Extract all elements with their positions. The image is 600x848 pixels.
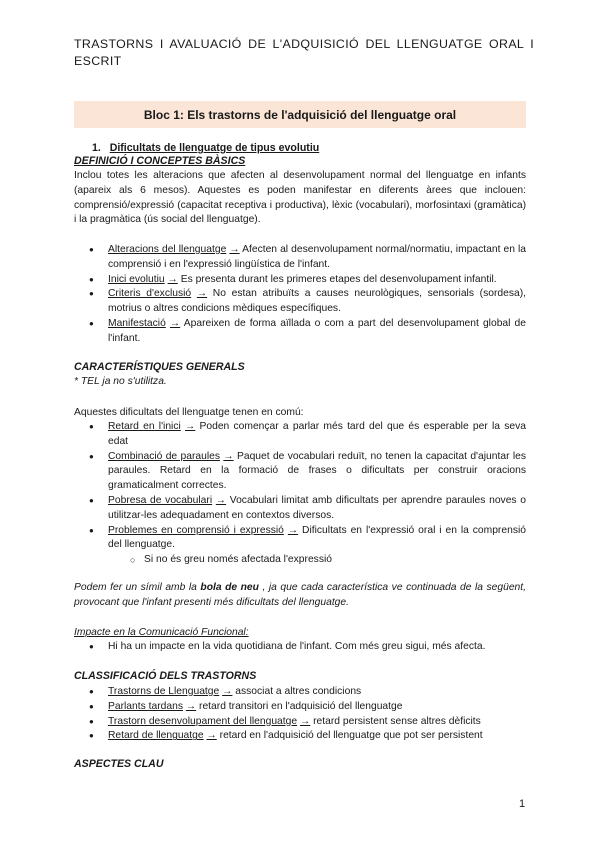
bullet-term: Combinació de paraules [108, 450, 220, 462]
bullet-text: Paquet de vocabulari reduït, no tenen la capacitat d'ajuntar les paraules. Retard en la formació de frases o dificultats per construir oracions gramaticalment correctes. [108, 450, 526, 492]
bullet-text: No estan atribuïts a causes neurològiques, sensorials (sordesa), motrius o altres condicions mèdiques específiques. [108, 288, 527, 315]
bullet-term: Parlants tardans [108, 700, 183, 712]
bullet-term: Problemes en comprensió i expressió [108, 524, 284, 536]
arrow-icon: → [287, 524, 299, 536]
arrow-icon: → [223, 450, 234, 462]
bullet-text: Vocabulari limitat amb dificultats per aprendre paraules noves o utilitzar-les adequadament en contextos diversos. [108, 494, 526, 521]
list-item [108, 715, 526, 730]
caracteristiques-heading: CARACTERÍSTIQUES GENERALS [74, 361, 245, 373]
tel-note: * TEL ja no s'utilitza. [74, 376, 167, 387]
bloc-heading-box [74, 101, 526, 128]
arrow-icon: → [185, 700, 197, 712]
list-item [108, 494, 526, 524]
bullet-text: associat a altres condicions [232, 686, 362, 697]
list-item [108, 729, 526, 744]
bullet-term: Trastorn desenvolupament del llenguatge [108, 715, 298, 727]
aspectes-heading: ASPECTES CLAU [74, 758, 164, 770]
bullet-text: retard transitori en l'adquisició del llenguatge [196, 700, 403, 712]
arrow-icon: → [167, 273, 178, 285]
bullet-term: Trastorns de Llenguatge [108, 686, 220, 697]
list-item: ● Hi ha un impacte en la vida quotidiana de l'infant. Com més greu sigui, més afecta. [108, 640, 526, 655]
list-item [108, 287, 526, 317]
list-item [108, 273, 526, 288]
bullet-term: Alteracions del llenguatge [108, 244, 227, 255]
arrow-icon: → [229, 244, 240, 255]
list-item [108, 685, 526, 700]
classificacio-heading: CLASSIFICACIÓ DELS TRASTORNS [74, 670, 257, 682]
arrow-icon: → [215, 494, 227, 506]
arrow-icon: → [169, 317, 181, 329]
list-item [108, 450, 526, 494]
bullet-term: Pobresa de vocabulari [108, 494, 213, 506]
simile-pre: Podem fer un símil amb la [74, 582, 201, 593]
list-item: ○ Si no és greu només afectada l'expressió [144, 553, 526, 568]
bullet-text: Apareixen de forma aïllada o com a part del desenvolupament global de l'infant. [108, 317, 526, 344]
definicio-bullet-list [108, 243, 526, 347]
list-item [108, 243, 526, 273]
impacte-bullet-list [108, 640, 526, 655]
bullet-text: Poden començar a parlar més tard del que és esperable per la seva edat [108, 421, 526, 447]
arrow-icon: → [299, 715, 311, 727]
sub-bullet-list [108, 553, 526, 568]
bullet-text: Es presenta durant les primeres etapes del desenvolupament infantil. [177, 273, 497, 285]
section-heading [92, 142, 319, 154]
simile-post: , ja que cada característica ve continuada de la següent, provocant que l'infant presenti més dificultats del llenguatge. [74, 582, 526, 608]
list-item [108, 420, 526, 450]
impacte-heading: Impacte en la Comunicació Funcional: [74, 627, 249, 638]
bullet-term: Retard en l'inici [108, 421, 181, 432]
list-item [108, 524, 526, 568]
section-number: 1. [92, 142, 101, 154]
page-number: 1 [519, 798, 526, 810]
arrow-icon: → [196, 288, 208, 300]
list-item [108, 317, 526, 347]
bullet-text: Afecten al desenvolupament normal/normatiu, impactant en la comprensió i en l'expressió lingüística de l'infant. [108, 244, 526, 270]
definicio-heading: DEFINICIÓ I CONCEPTES BÀSICS [74, 155, 246, 167]
bullet-term: Inici evolutiu [108, 273, 165, 285]
section-label: Dificultats de llenguatge de tipus evolutiu [109, 142, 320, 154]
bloc-title: Bloc 1: Els trastorns de l'adquisició del llenguatge oral [143, 107, 457, 122]
simile-bold: bola de neu [200, 582, 259, 593]
bullet-text: Dificultats en l'expressió oral i en la comprensió del llenguatge. [108, 524, 526, 551]
classificacio-bullet-list [108, 685, 526, 744]
simile-paragraph [74, 581, 526, 611]
arrow-icon: → [185, 421, 196, 432]
bullet-text: retard persistent sense altres dèficits [310, 715, 481, 727]
document-title: TRASTORNS I AVALUACIÓ DE L'ADQUISICIÓ DEL LLENGUATGE ORAL I ESCRIT [74, 37, 534, 68]
arrow-icon: → [206, 730, 217, 742]
definicio-paragraph: Inclou totes les alteracions que afecten al desenvolupament normal del llenguatge en infants (apareix als 6 mesos). Aquestes es poden manifestar en diferents àrees que inclouen: comprensió/expressió (capacitat receptiva i productiva), lèxic (vocabulari), morfosintaxi (gramàtica) i la pragmàtica (ús social del llenguatge). [74, 170, 526, 226]
caracteristiques-intro: Aquestes dificultats del llenguatge tenen en comú: [74, 407, 304, 418]
bullet-term: Retard de llenguatge [108, 730, 204, 742]
bullet-text: retard en l'adquisició del llenguatge que pot ser persistent [216, 730, 483, 742]
arrow-icon: → [222, 686, 233, 697]
bullet-term: Manifestació [108, 317, 166, 329]
list-item [108, 700, 526, 715]
caracteristiques-bullet-list [108, 420, 526, 568]
bullet-term: Criteris d'exclusió [108, 288, 192, 300]
